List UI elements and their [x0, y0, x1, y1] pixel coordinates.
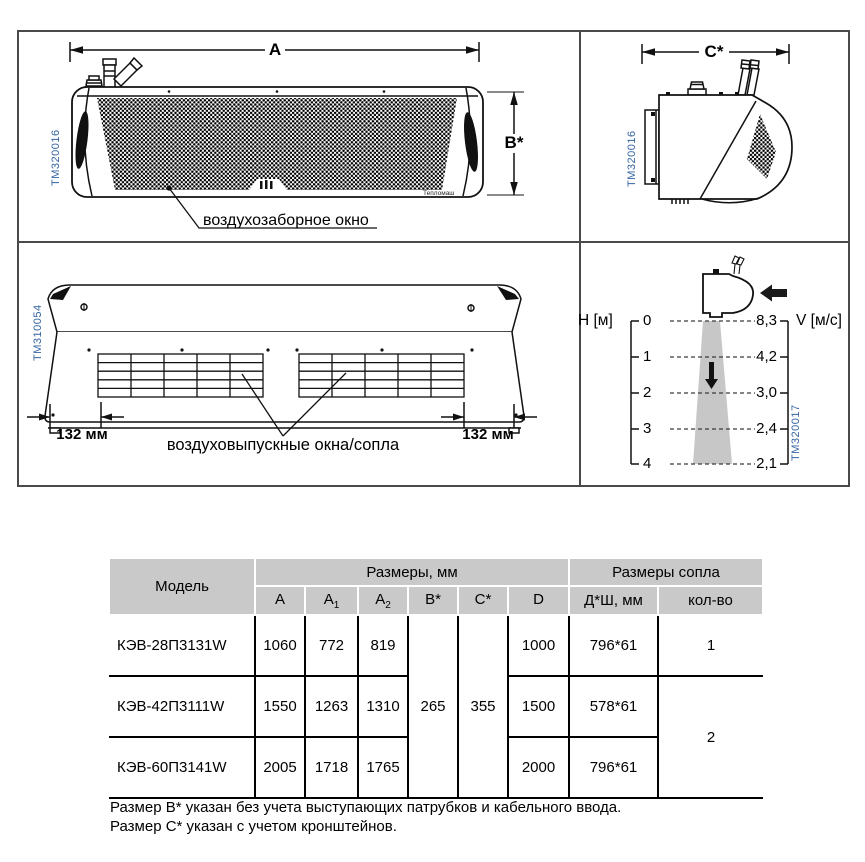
cell-a1-3: 1718	[305, 737, 358, 798]
drawing-code-front: TM320016	[50, 129, 62, 187]
cell-a-2: 1550	[255, 676, 305, 737]
cell-qty-shared: 2	[658, 676, 763, 798]
col-header-model: Модель	[109, 558, 255, 615]
dim-c-label: C*	[699, 43, 729, 62]
h-axis-label: H [м]	[578, 312, 613, 329]
cell-model-3: КЭВ-60П3141W	[109, 737, 255, 798]
bottom-view-drawing	[27, 285, 537, 436]
v-value-4: 2,1	[756, 455, 777, 472]
col-group-nozzle: Размеры сопла	[569, 558, 763, 586]
col-header-d: D	[508, 586, 569, 615]
drawing-code-bottom: TM310054	[32, 304, 44, 362]
col-header-nozzle-size: Д*Ш, мм	[569, 586, 658, 615]
cell-model-1: КЭВ-28П3131W	[109, 615, 255, 676]
h-tick-0: 0	[643, 312, 652, 329]
drawing-code-side: TM320016	[626, 130, 638, 188]
cell-a1-1: 772	[305, 615, 358, 676]
h-tick-2: 2	[643, 384, 652, 401]
col-header-c: C*	[458, 586, 508, 615]
brand-logo-text: Тепломаш	[423, 190, 455, 197]
table-row	[109, 615, 763, 676]
col-header-a2: $A_2$	[358, 586, 408, 615]
cell-a2-3: 1765	[358, 737, 408, 798]
cell-nozzle-2: 578*61	[569, 676, 658, 737]
cell-a-3: 2005	[255, 737, 305, 798]
note-b-dimension: Размер B* указан без учета выступающих патрубков и кабельного ввода.	[110, 799, 622, 816]
air-intake-callout: воздухозаборное окно	[203, 212, 369, 229]
h-tick-4: 4	[643, 455, 652, 472]
cell-a2-2: 1310	[358, 676, 408, 737]
cell-d-1: 1000	[508, 615, 569, 676]
figure-panel	[17, 30, 850, 487]
h-tick-3: 3	[643, 420, 652, 437]
drawing-code-velocity: TM320017	[790, 404, 802, 462]
col-header-a: A	[255, 586, 305, 615]
cell-a2-1: 819	[358, 615, 408, 676]
dim-b-label: B*	[501, 134, 527, 153]
cell-model-2: КЭВ-42П3111W	[109, 676, 255, 737]
v-axis-label: V [м/с]	[796, 312, 842, 329]
cell-qty-1: 1	[658, 615, 763, 676]
front-view-drawing	[70, 42, 524, 228]
v-value-0: 8,3	[756, 312, 777, 329]
cell-d-3: 2000	[508, 737, 569, 798]
col-header-a1: $A_1$	[305, 586, 358, 615]
dim-132-right: 132 мм	[462, 426, 514, 443]
cell-c-shared: 355	[458, 615, 508, 798]
air-outlet-callout: воздуховыпускные окна/сопла	[166, 436, 400, 454]
cell-a1-2: 1263	[305, 676, 358, 737]
v-value-2: 3,0	[756, 384, 777, 401]
cell-b-shared: 265	[408, 615, 458, 798]
table-header-row-groups	[109, 558, 763, 586]
col-header-nozzle-qty: кол-во	[658, 586, 763, 615]
h-tick-1: 1	[643, 348, 652, 365]
v-value-3: 2,4	[756, 420, 777, 437]
col-header-b: B*	[408, 586, 458, 615]
dim-132-left: 132 мм	[56, 426, 108, 443]
cell-nozzle-3: 796*61	[569, 737, 658, 798]
cell-d-2: 1500	[508, 676, 569, 737]
line-art	[19, 32, 848, 485]
cell-a-1: 1060	[255, 615, 305, 676]
dimensions-table	[108, 557, 764, 799]
v-value-1: 4,2	[756, 348, 777, 365]
cell-nozzle-1: 796*61	[569, 615, 658, 676]
dim-a-label: A	[265, 41, 285, 60]
note-c-dimension: Размер C* указан с учетом кронштейнов.	[110, 818, 397, 835]
side-view-drawing	[642, 44, 792, 204]
col-group-dimensions: Размеры, мм	[255, 558, 569, 586]
